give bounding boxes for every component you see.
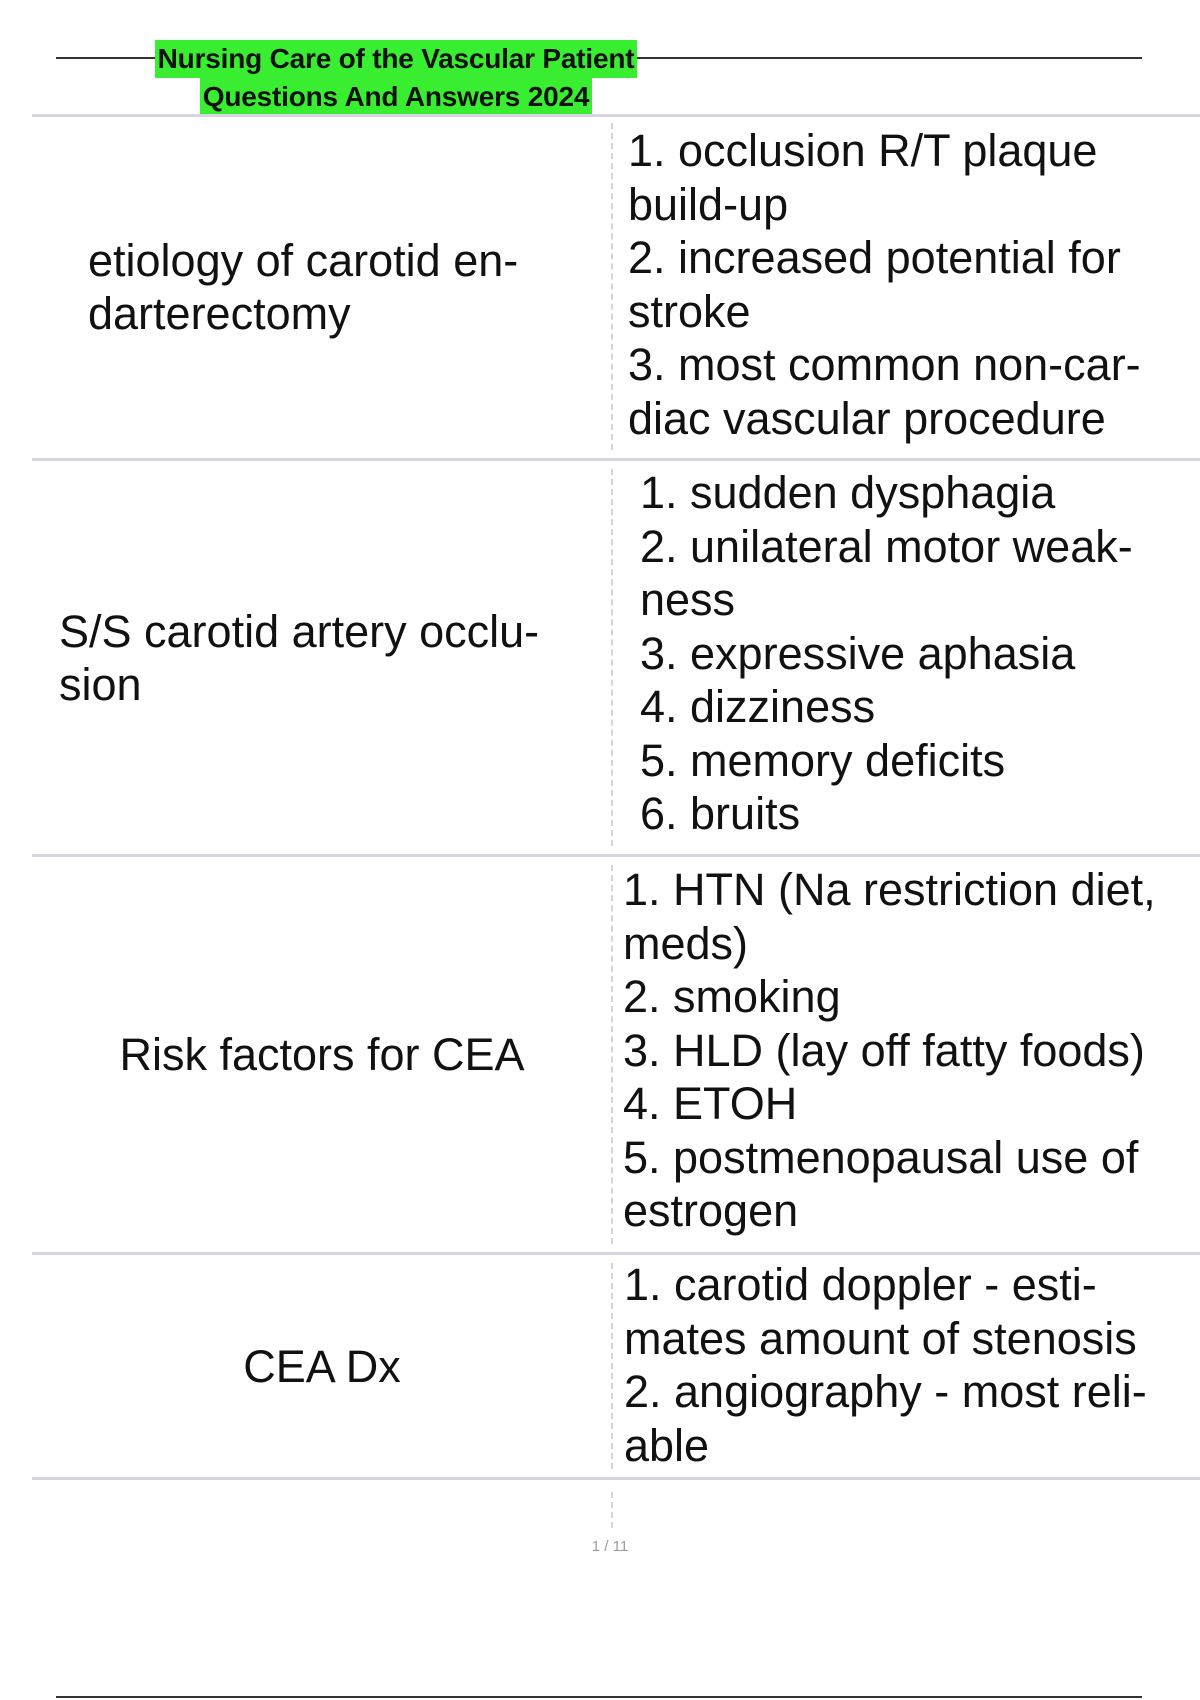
flashcard-definition xyxy=(640,466,1133,841)
flashcard-term xyxy=(32,461,612,854)
flashcard-term xyxy=(32,115,612,458)
definition-line: 3. most common non-car- xyxy=(628,339,1141,390)
footer-rule xyxy=(56,1696,1142,1698)
definition-line: 2. increased potential for xyxy=(628,232,1121,283)
term-line: etiology of carotid en- xyxy=(88,234,519,286)
definition-line: 2. angiography - most reli- xyxy=(624,1366,1147,1417)
column-separator-tail xyxy=(611,1492,613,1528)
definition-line: 2. unilateral motor weak- xyxy=(640,520,1133,572)
flashcard-term xyxy=(32,857,612,1252)
definition-line: 5. postmenopausal use of xyxy=(623,1131,1139,1183)
flashcard-definition xyxy=(624,1258,1147,1472)
title-line-1: Nursing Care of the Vascular Patient xyxy=(155,40,638,78)
definition-line: 3. expressive aphasia xyxy=(640,627,1076,679)
definition-line: 1. carotid doppler - esti- xyxy=(624,1259,1097,1310)
definition-line: meds) xyxy=(623,917,749,969)
column-separator xyxy=(611,469,613,846)
title-line-2: Questions And Answers 2024 xyxy=(200,78,592,116)
term-line: S/S carotid artery occlu- xyxy=(59,605,540,657)
definition-line: estrogen xyxy=(623,1185,799,1236)
definition-line: 4. dizziness xyxy=(640,681,876,732)
definition-line: build-up xyxy=(628,178,789,230)
term-line: Risk factors for CEA xyxy=(119,1029,525,1080)
document-header xyxy=(56,40,1142,116)
definition-line: 2. smoking xyxy=(623,971,841,1022)
page-indicator: 1 / 11 xyxy=(591,1538,629,1555)
definition-line: 5. memory deficits xyxy=(640,734,1006,786)
document-title xyxy=(132,40,660,116)
flashcard-definition xyxy=(628,124,1141,445)
column-separator xyxy=(611,123,613,450)
definition-line: ness xyxy=(640,574,736,625)
term-line: darterectomy xyxy=(88,287,351,339)
definition-line: 1. sudden dysphagia xyxy=(640,467,1056,518)
term-line: CEA Dx xyxy=(243,1340,401,1392)
definition-line: stroke xyxy=(628,285,751,337)
definition-line: able xyxy=(624,1419,710,1471)
flashcard-row xyxy=(32,1255,1200,1480)
column-separator xyxy=(611,865,613,1244)
flashcard-row xyxy=(32,115,1200,461)
flashcard-row xyxy=(32,461,1200,857)
flashcard-term xyxy=(32,1255,612,1477)
definition-line: diac vascular procedure xyxy=(628,392,1106,444)
definition-line: 1. occlusion R/T plaque xyxy=(628,125,1098,176)
definition-line: 6. bruits xyxy=(640,788,801,839)
definition-line: 1. HTN (Na restriction diet, xyxy=(623,864,1156,915)
definition-line: mates amount of stenosis xyxy=(624,1312,1137,1364)
column-separator xyxy=(611,1263,613,1469)
flashcard-row xyxy=(32,857,1200,1255)
definition-line: 4. ETOH xyxy=(623,1078,798,1129)
definition-line: 3. HLD (lay off fatty foods) xyxy=(623,1024,1145,1076)
term-line: sion xyxy=(59,658,142,710)
flashcard-definition xyxy=(623,863,1156,1238)
